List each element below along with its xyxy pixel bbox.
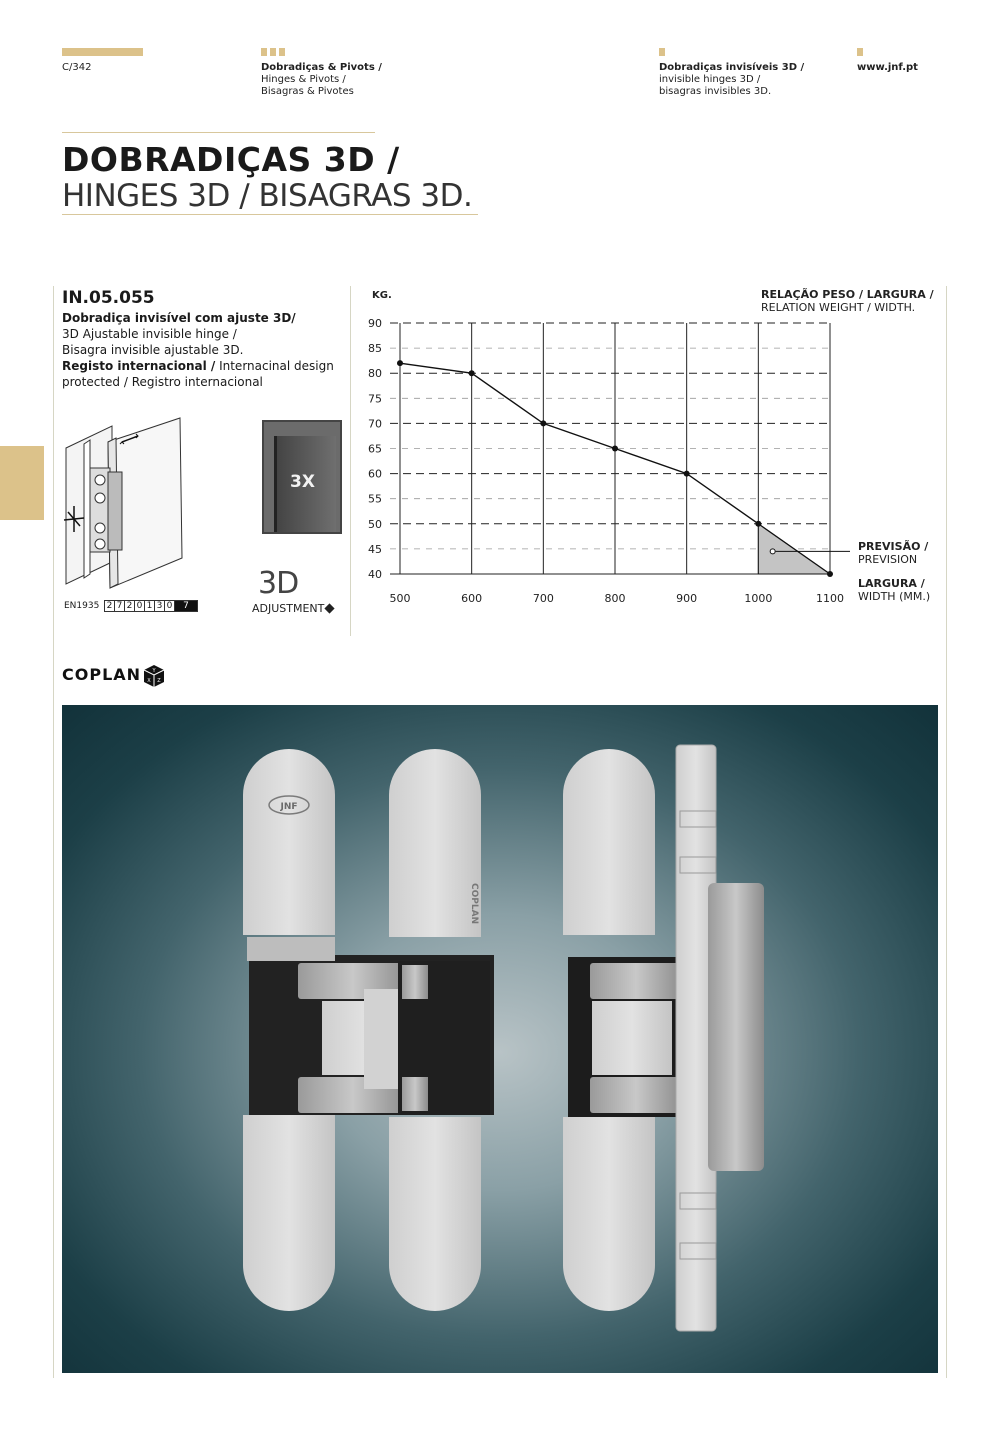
standard-classification xyxy=(104,600,197,612)
standard-label: EN1935 xyxy=(64,601,100,611)
hinge-front-view-3 xyxy=(563,749,682,1311)
cube-letter-z: Z xyxy=(157,678,161,684)
x-tick-label: 700 xyxy=(532,592,554,605)
y-tick-label: 50 xyxy=(368,517,382,531)
standard-digit: 0 xyxy=(164,600,175,612)
hinge-front-view-2 xyxy=(389,749,490,1311)
y-tick-label: 55 xyxy=(368,492,382,506)
photo-jnf-engraving: JNF xyxy=(280,802,298,812)
product-description xyxy=(62,310,352,390)
title-rule-top xyxy=(62,132,375,133)
product-name-en: 3D Ajustable invisible hinge / xyxy=(62,327,237,341)
page-number: C/342 xyxy=(62,62,92,73)
standard-digit: 2 xyxy=(124,600,135,612)
x-axis-label-light: WIDTH (MM.) xyxy=(858,590,931,603)
chart-title-light: RELATION WEIGHT / WIDTH. xyxy=(761,301,916,314)
registration-bold: Registo internacional / xyxy=(62,359,216,373)
subcategory-line-2: invisible hinges 3D / xyxy=(659,74,761,85)
hinge-photo-illustration xyxy=(62,705,938,1373)
coplan-logo: COPLAN xyxy=(62,665,142,684)
category-line-3: Bisagras & Pivotes xyxy=(261,86,354,97)
accent-bar-page xyxy=(62,48,143,56)
divider-right xyxy=(946,286,947,1378)
subcategory-line-3: bisagras invisibles 3D. xyxy=(659,86,772,97)
standard-digit: 1 xyxy=(144,600,155,612)
adjustment-label xyxy=(252,602,334,615)
cube-letter-y: Y xyxy=(152,668,156,674)
y-axis-label: KG. xyxy=(372,290,392,301)
chart-series-line xyxy=(397,360,761,527)
standard-digit: 3 xyxy=(154,600,165,612)
category-line-1: Dobradiças & Pivots / xyxy=(261,62,382,73)
door-icon xyxy=(262,420,342,534)
chart-title xyxy=(761,288,934,314)
y-tick-label: 75 xyxy=(368,392,382,406)
y-tick-label: 60 xyxy=(368,467,382,481)
prevision-label xyxy=(858,540,928,566)
x-tick-label: 800 xyxy=(604,592,626,605)
title-rule-bottom xyxy=(62,214,478,215)
prevision-label-light: PREVISION xyxy=(858,553,918,566)
y-tick-label: 90 xyxy=(368,317,382,330)
data-point xyxy=(469,370,475,376)
x-tick-label: 1100 xyxy=(816,592,844,605)
product-name-pt: Dobradiça invisível com ajuste 3D/ xyxy=(62,311,296,325)
prevision-point xyxy=(827,571,833,577)
accent-bar-website xyxy=(857,48,863,56)
x-axis-label xyxy=(858,577,930,603)
x-tick-label: 1000 xyxy=(744,592,773,605)
product-registration xyxy=(62,358,352,374)
product-name-es: Bisagra invisible ajustable 3D. xyxy=(62,343,244,357)
product-registration-line2: protected / Registro internacional xyxy=(62,375,263,389)
standard-digit: 7 xyxy=(114,600,125,612)
page-subtitle: HINGES 3D / BISAGRAS 3D. xyxy=(62,178,473,214)
y-tick-label: 65 xyxy=(368,442,382,456)
subcategory-breadcrumb xyxy=(659,62,804,98)
hinge-side-view xyxy=(676,745,764,1331)
page-title: DOBRADIÇAS 3D / xyxy=(62,140,400,179)
adjustment-3d-label: 3D xyxy=(258,566,299,601)
y-tick-label: 70 xyxy=(368,417,382,431)
product-photo xyxy=(62,705,938,1373)
door-quantity-label: 3X xyxy=(290,472,315,492)
cube-icon xyxy=(325,603,335,613)
x-axis-label-bold: LARGURA / xyxy=(858,577,925,590)
x-tick-label: 900 xyxy=(676,592,698,605)
x-tick-label: 600 xyxy=(461,592,483,605)
standard-digit: 0 xyxy=(134,600,145,612)
accent-bar-subcategory xyxy=(659,48,665,56)
standard-digit: 2 xyxy=(104,600,115,612)
prevision-label-bold: PREVISÃO / xyxy=(858,540,929,553)
y-tick-label: 80 xyxy=(368,367,382,381)
prevision-marker xyxy=(770,549,775,554)
coplan-cube-icon xyxy=(143,664,165,688)
data-point xyxy=(755,521,761,527)
accent-bar-category-2 xyxy=(270,48,276,56)
divider-left xyxy=(53,286,54,1378)
registration-rest: Internacinal design xyxy=(215,359,334,373)
section-side-tab xyxy=(0,446,44,520)
accent-bar-category-3 xyxy=(279,48,285,56)
data-point xyxy=(612,446,618,452)
y-tick-label: 45 xyxy=(368,542,382,556)
y-tick-label: 85 xyxy=(368,342,382,356)
standard-digit-highlight: 7 xyxy=(174,600,198,612)
chart-title-bold: RELAÇÃO PESO / LARGURA / xyxy=(761,288,934,301)
category-breadcrumb xyxy=(261,62,382,98)
accent-bar-category-1 xyxy=(261,48,267,56)
subcategory-line-1: Dobradiças invisíveis 3D / xyxy=(659,62,805,73)
data-point xyxy=(684,471,690,477)
weight-width-chart xyxy=(350,280,850,610)
y-tick-label: 40 xyxy=(368,568,382,581)
hinge-technical-drawing xyxy=(60,412,195,597)
photo-coplan-engraving: COPLAN xyxy=(469,883,479,925)
data-point xyxy=(397,360,403,366)
series-path xyxy=(400,363,758,524)
x-tick-label: 500 xyxy=(389,592,411,605)
website-link[interactable]: www.jnf.pt xyxy=(857,62,918,73)
category-line-2: Hinges & Pivots / xyxy=(261,74,346,85)
cube-letter-x: X xyxy=(147,678,151,684)
chart-prevision-area xyxy=(758,524,850,577)
product-code: IN.05.055 xyxy=(62,288,155,308)
adjustment-word: ADJUSTMENT xyxy=(252,602,325,615)
data-point xyxy=(540,420,546,426)
